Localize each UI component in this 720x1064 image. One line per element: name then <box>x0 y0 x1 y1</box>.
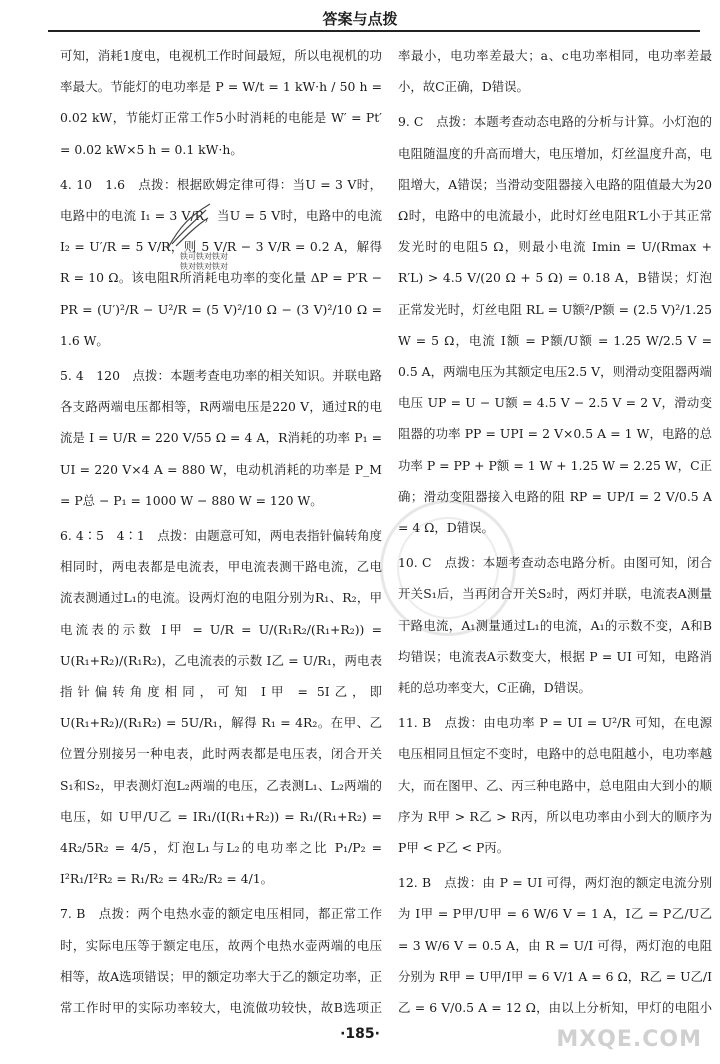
left-column <box>60 40 382 1015</box>
running-header <box>0 0 720 34</box>
answer-9: 9. C 点拨：本题考查动态电路的分析与计算。小灯泡的电阻随温度的升高而增大，电压增加，灯丝温度升高，电阻增大，A错误；当滑动变阻器接入电路的阻值最大为20 Ω时，电路中的电流最小，此时灯丝电阻R′L小于其正常发光时的电阻5 Ω，则最小电流 Imin = U/(Rmax + R′L) > 4.5 V/(20 Ω + 5 Ω) = 0.18 A，B错误；灯泡正常发光时，灯丝电阻 RL = U额²/P额 = (2.5 V)²/1.25 W = 5 Ω，电流 I额 = P额/U额 = 1.25 W/2.5 V = 0.5 A，两端电压为其额定电压2.5 V，则滑动变阻器两端电压 UP = U − U额 = 4.5 V − 2.5 V = 2 V，滑动变阻器的功率 PP = UPI = 2 V×0.5 A = 1 W，电路的总功率 P = PP + P额 = 1 W + 1.25 W = 2.25 W，C正确；滑动变阻器接入电路的阻 RP = UP/I = 2 V/0.5 A = 4 Ω，D错误。 <box>398 114 712 536</box>
handwritten-note <box>180 252 260 272</box>
answer-6: 6. 4∶5 4∶1 点拨：由题意可知，两电表指针偏转角度相同时，两电表都是电流表，甲电流表测干路电流，乙电流表测通过L₁的电流。设两灯泡的电阻分别为R₁、R₂，甲电流表的示数 I甲 = U/R = U/(R₁R₂/(R₁+R₂)) = U(R₁+R₂)/(R₁R₂)，乙电流表的示数 I乙 = U/R₁，两电表指针偏转角度相同，可知 I甲 = 5I乙，即 U(R₁+R₂)/(R₁R₂) = 5U/R₁，解得 R₁ = 4R₂。在甲、乙位置分别接另一种电表，此时两表都是电压表，闭合开关S₁和S₂，甲表测灯泡L₂两端的电压，乙表测L₁、L₂两端的电压，如 U甲/U乙 = IR₁/(I(R₁+R₂)) = R₁/(R₁+R₂) = 4R₂/5R₂ = 4/5，灯泡L₁与L₂的电功率之比 P₁/P₂ = I²R₁/I²R₂ = R₁/R₂ = 4R₂/R₂ = 4/1。 <box>60 528 382 887</box>
answer-12: 12. B 点拨：由 P = UI 可得，两灯泡的额定电流分别为 I甲 = P甲/U甲 = 6 W/6 V = 1 A，I乙 = P乙/U乙 = 3 W/6 V = 0.5 A，由 R = U/I 可得，两灯泡的电阻分别为 R甲 = U甲/I甲 = 6 V/1 A = 6 Ω，R乙 = U乙/I乙 = 6 V/0.5 A = 12 Ω，由以上分析知，甲灯的电阻小 <box>398 875 712 1015</box>
answer-3-continued: 可知，消耗1度电，电视机工作时间最短，所以电视机的功率最大。节能灯的电功率是 P = W/t = 1 kW·h / 50 h = 0.02 kW，节能灯正常工作5小时消耗的电能是 W′ = Pt′ = 0.02 kW×5 h = 0.1 kW·h。 <box>60 48 382 157</box>
answer-4: 4. 10 1.6 点拨：根据欧姆定律可得：当U = 3 V时，电路中的电流 I₁ = 3 V/R，当U = 5 V时，电路中的电流 I₂ = U′/R = 5 V/R，则 5 V/R − 3 V/R = 0.2 A，解得 R = 10 Ω。该电阻R所消耗电功率的变化量 ΔP = P′R − PR = (U′)²/R − U²/R = (5 V)²/10 Ω − (3 V)²/10 Ω = 1.6 W。 <box>60 176 382 348</box>
answer-8-continued: 率最小，电功率差最大；a、c电功率相同，电功率差最小，故C正确，D错误。 <box>398 48 712 95</box>
handwritten-note-line: 铁对铁对铁对 <box>180 262 228 271</box>
answer-11: 11. B 点拨：由电功率 P = UI = U²/R 可知，在电源电压相同且恒定不变时，电路中的总电阻越小，电功率越大，而在图甲、乙、丙三种电路中，总电阻由大到小的顺序为 R甲 > R乙 > R丙，所以电功率由小到大的顺序为 P甲 < P乙 < P丙。 <box>398 715 712 856</box>
seal-watermark <box>380 500 516 636</box>
header-rule <box>48 30 700 32</box>
answer-7: 7. B 点拨：两个电热水壶的额定电压相同，都正常工作时，实际电压等于额定电压，故两个电热水壶两端的电压相等，故A选项错误；甲的额定功率大于乙的额定功率，正常工作时甲的实际功率较大，电流做功较快，故B选项正 <box>60 906 382 1015</box>
handwritten-note-line: 铁可铁对铁对 <box>180 252 228 261</box>
site-watermark: MXQE.COM <box>556 1027 702 1052</box>
pen-scribble-icon <box>160 196 220 256</box>
answer-5: 5. 4 120 点拨：本题考查电功率的相关知识。并联电路各支路两端电压都相等，R两端电压是220 V，通过R的电流是 I = U/R = 220 V/55 Ω = 4 A，R消耗的功率 P₁ = UI = 220 V×4 A = 880 W，电动机消耗的功率是 P_M = P总 − P₁ = 1000 W − 880 W = 120 W。 <box>60 368 382 508</box>
answer-10: 10. C 点拨：本题考查动态电路分析。由图可知，闭合开关S₁后，当再闭合开关S₂时，两灯并联，电流表A测量干路电流，A₁测量通过L₁的电流，A₁的示数不变，A和B均错误；电流表A示数变大，根据 P = UI 可知，电路消耗的总功率变大，C正确，D错误。 <box>398 555 712 696</box>
page-number: ·185· <box>340 1026 380 1042</box>
header-title: 答案与点拨 <box>322 10 398 28</box>
